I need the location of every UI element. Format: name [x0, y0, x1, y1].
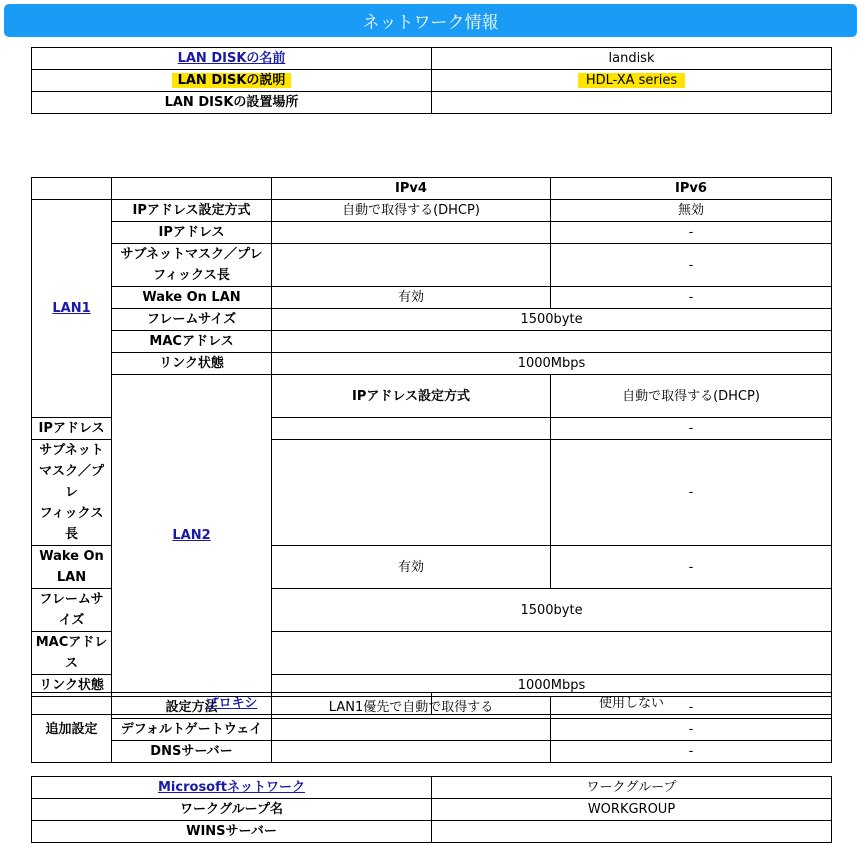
- table-row: [32, 331, 832, 353]
- lan2-link[interactable]: LAN2: [172, 528, 211, 543]
- table-header-row: [32, 178, 832, 200]
- lan2-wol-v4: 有効: [272, 546, 551, 589]
- page-title: ネットワーク情報: [362, 13, 499, 33]
- extra-method-v6: -: [551, 697, 832, 719]
- table-row: [32, 799, 832, 821]
- lan1-link-value: 1000Mbps: [272, 353, 832, 375]
- network-settings-table: [31, 177, 832, 763]
- lan2-ip-label: IPアドレス: [32, 418, 112, 440]
- table-row: [32, 693, 832, 715]
- proxy-link[interactable]: プロキシ: [205, 696, 258, 711]
- table-row: [32, 375, 832, 418]
- table-row: [32, 777, 832, 799]
- extra-gateway-label: デフォルトゲートウェイ: [112, 719, 272, 741]
- lan-disk-name-value: landisk: [432, 48, 832, 70]
- lan-disk-location-label: LAN DISKの設置場所: [32, 92, 432, 114]
- lan2-wol-label: Wake On LAN: [32, 546, 112, 589]
- lan2-ip-v4: [272, 418, 551, 440]
- extra-dns-v4: [272, 741, 551, 763]
- lan2-subnet-v6: -: [551, 440, 832, 546]
- workgroup-name-label: ワークグループ名: [32, 799, 432, 821]
- lan2-ip-method-label: IPアドレス設定方式: [272, 375, 551, 418]
- lan2-frame-value: 1500byte: [272, 589, 832, 632]
- lan1-wol-v4: 有効: [272, 287, 551, 309]
- extra-dns-v6: -: [551, 741, 832, 763]
- ms-network-link[interactable]: Microsoftネットワーク: [158, 780, 305, 795]
- lan-disk-name-label-cell: [32, 48, 432, 70]
- header-empty-cell: [112, 178, 272, 200]
- ms-network-value: ワークグループ: [432, 777, 832, 799]
- lan-disk-desc-value-cell: [432, 70, 832, 92]
- lan2-mac-label: MACアドレス: [32, 632, 112, 675]
- lan2-subnet-v4: [272, 440, 551, 546]
- extra-gateway-v4: [272, 719, 551, 741]
- proxy-value: 使用しない: [432, 693, 832, 715]
- lan2-subnet-label-line2: フィックス長: [39, 506, 104, 542]
- lan1-ip-method-label: IPアドレス設定方式: [112, 200, 272, 222]
- lan-disk-desc-label: LAN DISKの説明: [172, 73, 292, 88]
- lan-disk-desc-label-cell: [32, 70, 432, 92]
- lan2-subnet-label-line1: サブネットマスク／プレ: [38, 443, 104, 500]
- extra-dns-label: DNSサーバー: [112, 741, 272, 763]
- lan-disk-name-link[interactable]: LAN DISKの名前: [177, 51, 286, 66]
- ipv6-header: IPv6: [551, 178, 832, 200]
- lan2-link-value: 1000Mbps: [272, 675, 832, 697]
- lan2-frame-label: フレームサイズ: [32, 589, 112, 632]
- lan2-ip-v6: -: [551, 418, 832, 440]
- extra-method-v4: LAN1優先で自動で取得する: [272, 697, 551, 719]
- table-row: [32, 309, 832, 331]
- lan1-ip-v6: -: [551, 222, 832, 244]
- lan2-group-cell: [112, 375, 272, 697]
- lan1-link[interactable]: LAN1: [52, 301, 91, 316]
- lan1-wol-label: Wake On LAN: [112, 287, 272, 309]
- lan2-mac-value: [272, 632, 832, 675]
- proxy-table: [31, 692, 832, 715]
- table-row: [32, 200, 832, 222]
- lan1-ip-method-v4: 自動で取得する(DHCP): [272, 200, 551, 222]
- lan1-subnet-label-line2: フィックス長: [153, 268, 230, 283]
- lan1-mac-label: MACアドレス: [112, 331, 272, 353]
- lan1-ip-method-v6: 無効: [551, 200, 832, 222]
- table-row: [32, 719, 832, 741]
- extra-gateway-v6: -: [551, 719, 832, 741]
- proxy-label-cell: [32, 693, 432, 715]
- extra-settings-group-cell: 追加設定: [32, 697, 112, 763]
- lan1-mac-value: [272, 331, 832, 353]
- lan1-ip-label: IPアドレス: [112, 222, 272, 244]
- table-row: [32, 287, 832, 309]
- table-row: [32, 92, 832, 114]
- wins-server-value: [432, 821, 832, 843]
- lan-disk-desc-value: HDL-XA series: [578, 73, 685, 88]
- microsoft-network-table: [31, 776, 832, 843]
- lan1-link-label: リンク状態: [112, 353, 272, 375]
- table-row: [32, 741, 832, 763]
- lan2-wol-v6: -: [551, 546, 832, 589]
- wins-server-label: WINSサーバー: [32, 821, 432, 843]
- lan1-subnet-label-line1: サブネットマスク／プレ: [120, 247, 263, 262]
- table-row: [32, 244, 832, 287]
- extra-method-label: 設定方法: [112, 697, 272, 719]
- table-row: [32, 222, 832, 244]
- header-empty-cell: [32, 178, 112, 200]
- lan1-subnet-v4: [272, 244, 551, 287]
- lan2-subnet-label-cell: [32, 440, 112, 546]
- workgroup-name-value: WORKGROUP: [432, 799, 832, 821]
- lan-disk-location-value: [432, 92, 832, 114]
- table-row: [32, 353, 832, 375]
- lan1-group-cell: [32, 200, 112, 418]
- lan1-subnet-label-cell: [112, 244, 272, 287]
- table-row: [32, 48, 832, 70]
- lan1-subnet-v6: -: [551, 244, 832, 287]
- ms-network-label-cell: [32, 777, 432, 799]
- table-row: [32, 70, 832, 92]
- table-row: [32, 821, 832, 843]
- lan-disk-info-table: [31, 47, 832, 114]
- lan2-link-label: リンク状態: [32, 675, 112, 697]
- page-title-bar: [4, 4, 857, 37]
- lan1-frame-label: フレームサイズ: [112, 309, 272, 331]
- lan2-ip-method-v4: 自動で取得する(DHCP): [551, 375, 832, 418]
- ipv4-header: IPv4: [272, 178, 551, 200]
- lan1-wol-v6: -: [551, 287, 832, 309]
- lan1-frame-value: 1500byte: [272, 309, 832, 331]
- lan1-ip-v4: [272, 222, 551, 244]
